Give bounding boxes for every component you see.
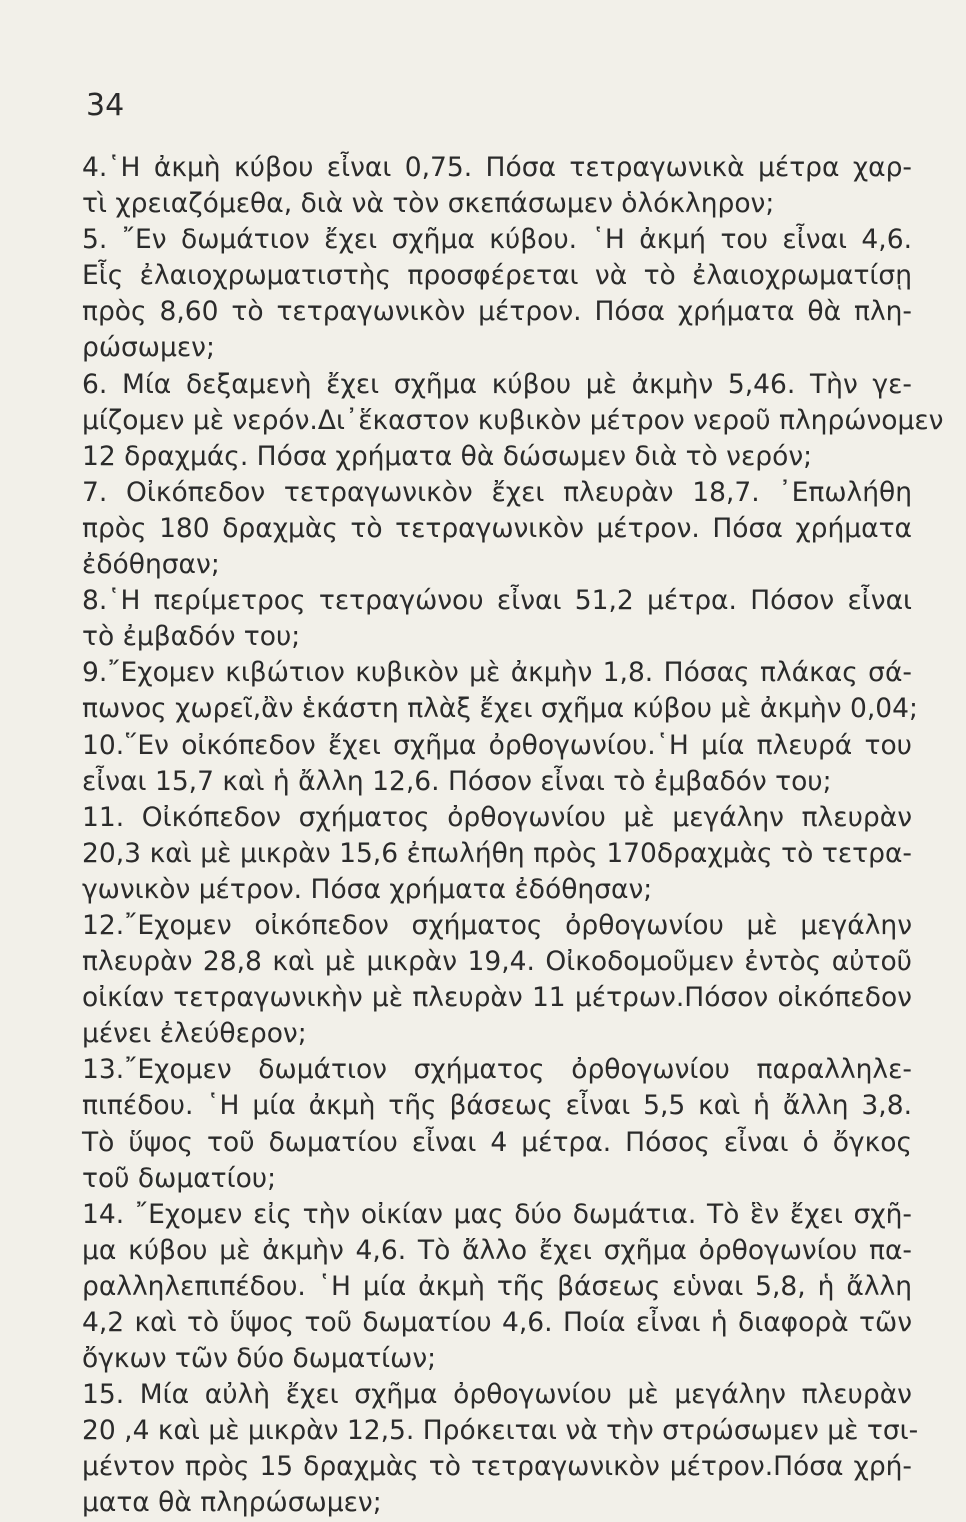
text-line: πωνος χωρεῖ,ἂν ἑκάστη πλὰξ ἔχει σχῆμα κύβου μὲ ἀκμὴν 0,04; <box>82 693 918 725</box>
text-line: 20,3 καὶ μὲ μικρὰν 15,6 ἐπωλήθη πρὸς 170δραχμὰς τὸ τετρα- <box>82 837 912 869</box>
text-line: ματα θὰ πληρώσωμεν; <box>82 1487 382 1519</box>
text-line: 8.῾Η περίμετρος τετραγώνου εἶναι 51,2 μέτρα. Πόσον εἶναι <box>82 585 912 617</box>
text-line: 10.῞Εν οἰκόπεδον ἔχει σχῆμα ὀρθογωνίου.῾Η μία πλευρά του <box>82 729 912 761</box>
text-line: 11. Οἰκόπεδον σχήματος ὀρθογωνίου μὲ μεγάλην πλευρὰν <box>82 801 912 833</box>
text-line: 9.῎Εχομεν κιβώτιον κυβικὸν μὲ ἀκμὴν 1,8. Πόσας πλάκας σά- <box>82 657 912 689</box>
text-line: τὸ ἐμβαδόν του; <box>82 621 301 653</box>
text-line: 12.῎Εχομεν οἰκόπεδον σχήματος ὀρθογωνίου μὲ μεγάλην <box>82 909 912 941</box>
text-line: Τὸ ὕψος τοῦ δωματίου εἶναι 4 μέτρα. Πόσος εἶναι ὁ ὄγκος <box>82 1126 912 1158</box>
text-line: 20 ,4 καὶ μὲ μικρὰν 12,5. Πρόκειται νὰ τὴν στρώσωμεν μὲ τσι- <box>82 1415 919 1447</box>
text-line: 4,2 καὶ τὸ ὕψος τοῦ δωματίου 4,6. Ποία εἶναι ἡ διαφορὰ τῶν <box>82 1307 912 1338</box>
text-line: ραλληλεπιπέδου. ῾Η μία ἀκμὴ τῆς βάσεως εὑναι 5,8, ἡ ἄλλη <box>82 1270 912 1302</box>
text-line: τοῦ δωματίου; <box>82 1162 277 1194</box>
exercise-text <box>82 150 944 1522</box>
text-line: μένει ἐλεύθερον; <box>82 1018 307 1050</box>
text-line: μα κύβου μὲ ἀκμὴν 4,6. Τὸ ἄλλο ἔχει σχῆμα ὀρθογωνίου πα- <box>82 1234 912 1266</box>
text-line: ὄγκων τῶν δύο δωματίων; <box>82 1343 437 1375</box>
text-line: ἐδόθησαν; <box>82 549 220 581</box>
text-line: πιπέδου. ῾Η μία ἀκμὴ τῆς βάσεως εἶναι 5,5 καὶ ἡ ἄλλη 3,8. <box>82 1090 912 1122</box>
text-line: πρὸς 180 δραχμὰς τὸ τετραγωνικὸν μέτρον. Πόσα χρήματα <box>82 512 912 544</box>
text-line: πλευρὰν 28,8 καὶ μὲ μικρὰν 19,4. Οἰκοδομοῦμεν ἐντὸς αὐτοῦ <box>82 946 912 978</box>
text-line: 13.῎Εχομεν δωμάτιον σχήματος ὀρθογωνίου παραλληλε- <box>82 1054 912 1086</box>
page-number: 34 <box>86 88 125 123</box>
text-line: 7. Οἰκόπεδον τετραγωνικὸν ἔχει πλευρὰν 18,7. ᾽Επωλήθη <box>82 476 912 508</box>
text-line: 6. Μία δεξαμενὴ ἔχει σχῆμα κύβου μὲ ἀκμὴν 5,46. Τὴν γε- <box>82 368 912 400</box>
text-line: ρώσωμεν; <box>82 332 215 364</box>
text-line: 14. ῎Εχομεν εἰς τὴν οἰκίαν μας δύο δωμάτια. Τὸ ἓν ἔχει σχῆ- <box>82 1198 912 1230</box>
text-line: πρὸς 8,60 τὸ τετραγωνικὸν μέτρον. Πόσα χρήματα θὰ πλη- <box>82 296 912 328</box>
text-line: γωνικὸν μέτρον. Πόσα χρήματα ἐδόθησαν; <box>82 873 653 905</box>
text-line: εἶναι 15,7 καὶ ἡ ἄλλη 12,6. Πόσον εἶναι τὸ ἐμβαδόν του; <box>82 765 832 797</box>
text-line: τὶ χρειαζόμεθα, διὰ νὰ τὸν σκεπάσωμεν ὁλόκληρον; <box>82 188 775 220</box>
text-line: 12 δραχμάς. Πόσα χρήματα θὰ δώσωμεν διὰ τὸ νερόν; <box>82 440 813 472</box>
text-line: 5. ῎Εν δωμάτιον ἔχει σχῆμα κύβου. ῾Η ἀκμή του εἶναι 4,6. <box>82 224 912 256</box>
text-line: Εἷς ἐλαιοχρωματιστὴς προσφέρεται νὰ τὸ ἐλαιοχρωματίσῃ <box>82 260 912 292</box>
text-line: μίζομεν μὲ νερόν.Δι᾽ἕκαστον κυβικὸν μέτρον νεροῦ πληρώνομεν <box>82 404 944 436</box>
text-line: μέντον πρὸς 15 δραχμὰς τὸ τετραγωνικὸν μέτρον.Πόσα χρή- <box>82 1451 912 1483</box>
text-line: οἰκίαν τετραγωνικὴν μὲ πλευρὰν 11 μέτρων.Πόσον οἰκόπεδον <box>82 982 912 1014</box>
text-line: 4.῾Η ἀκμὴ κύβου εἶναι 0,75. Πόσα τετραγωνικὰ μέτρα χαρ- <box>82 152 912 183</box>
text-line: 15. Μία αὐλὴ ἔχει σχῆμα ὀρθογωνίου μὲ μεγάλην πλευρὰν <box>82 1379 912 1411</box>
